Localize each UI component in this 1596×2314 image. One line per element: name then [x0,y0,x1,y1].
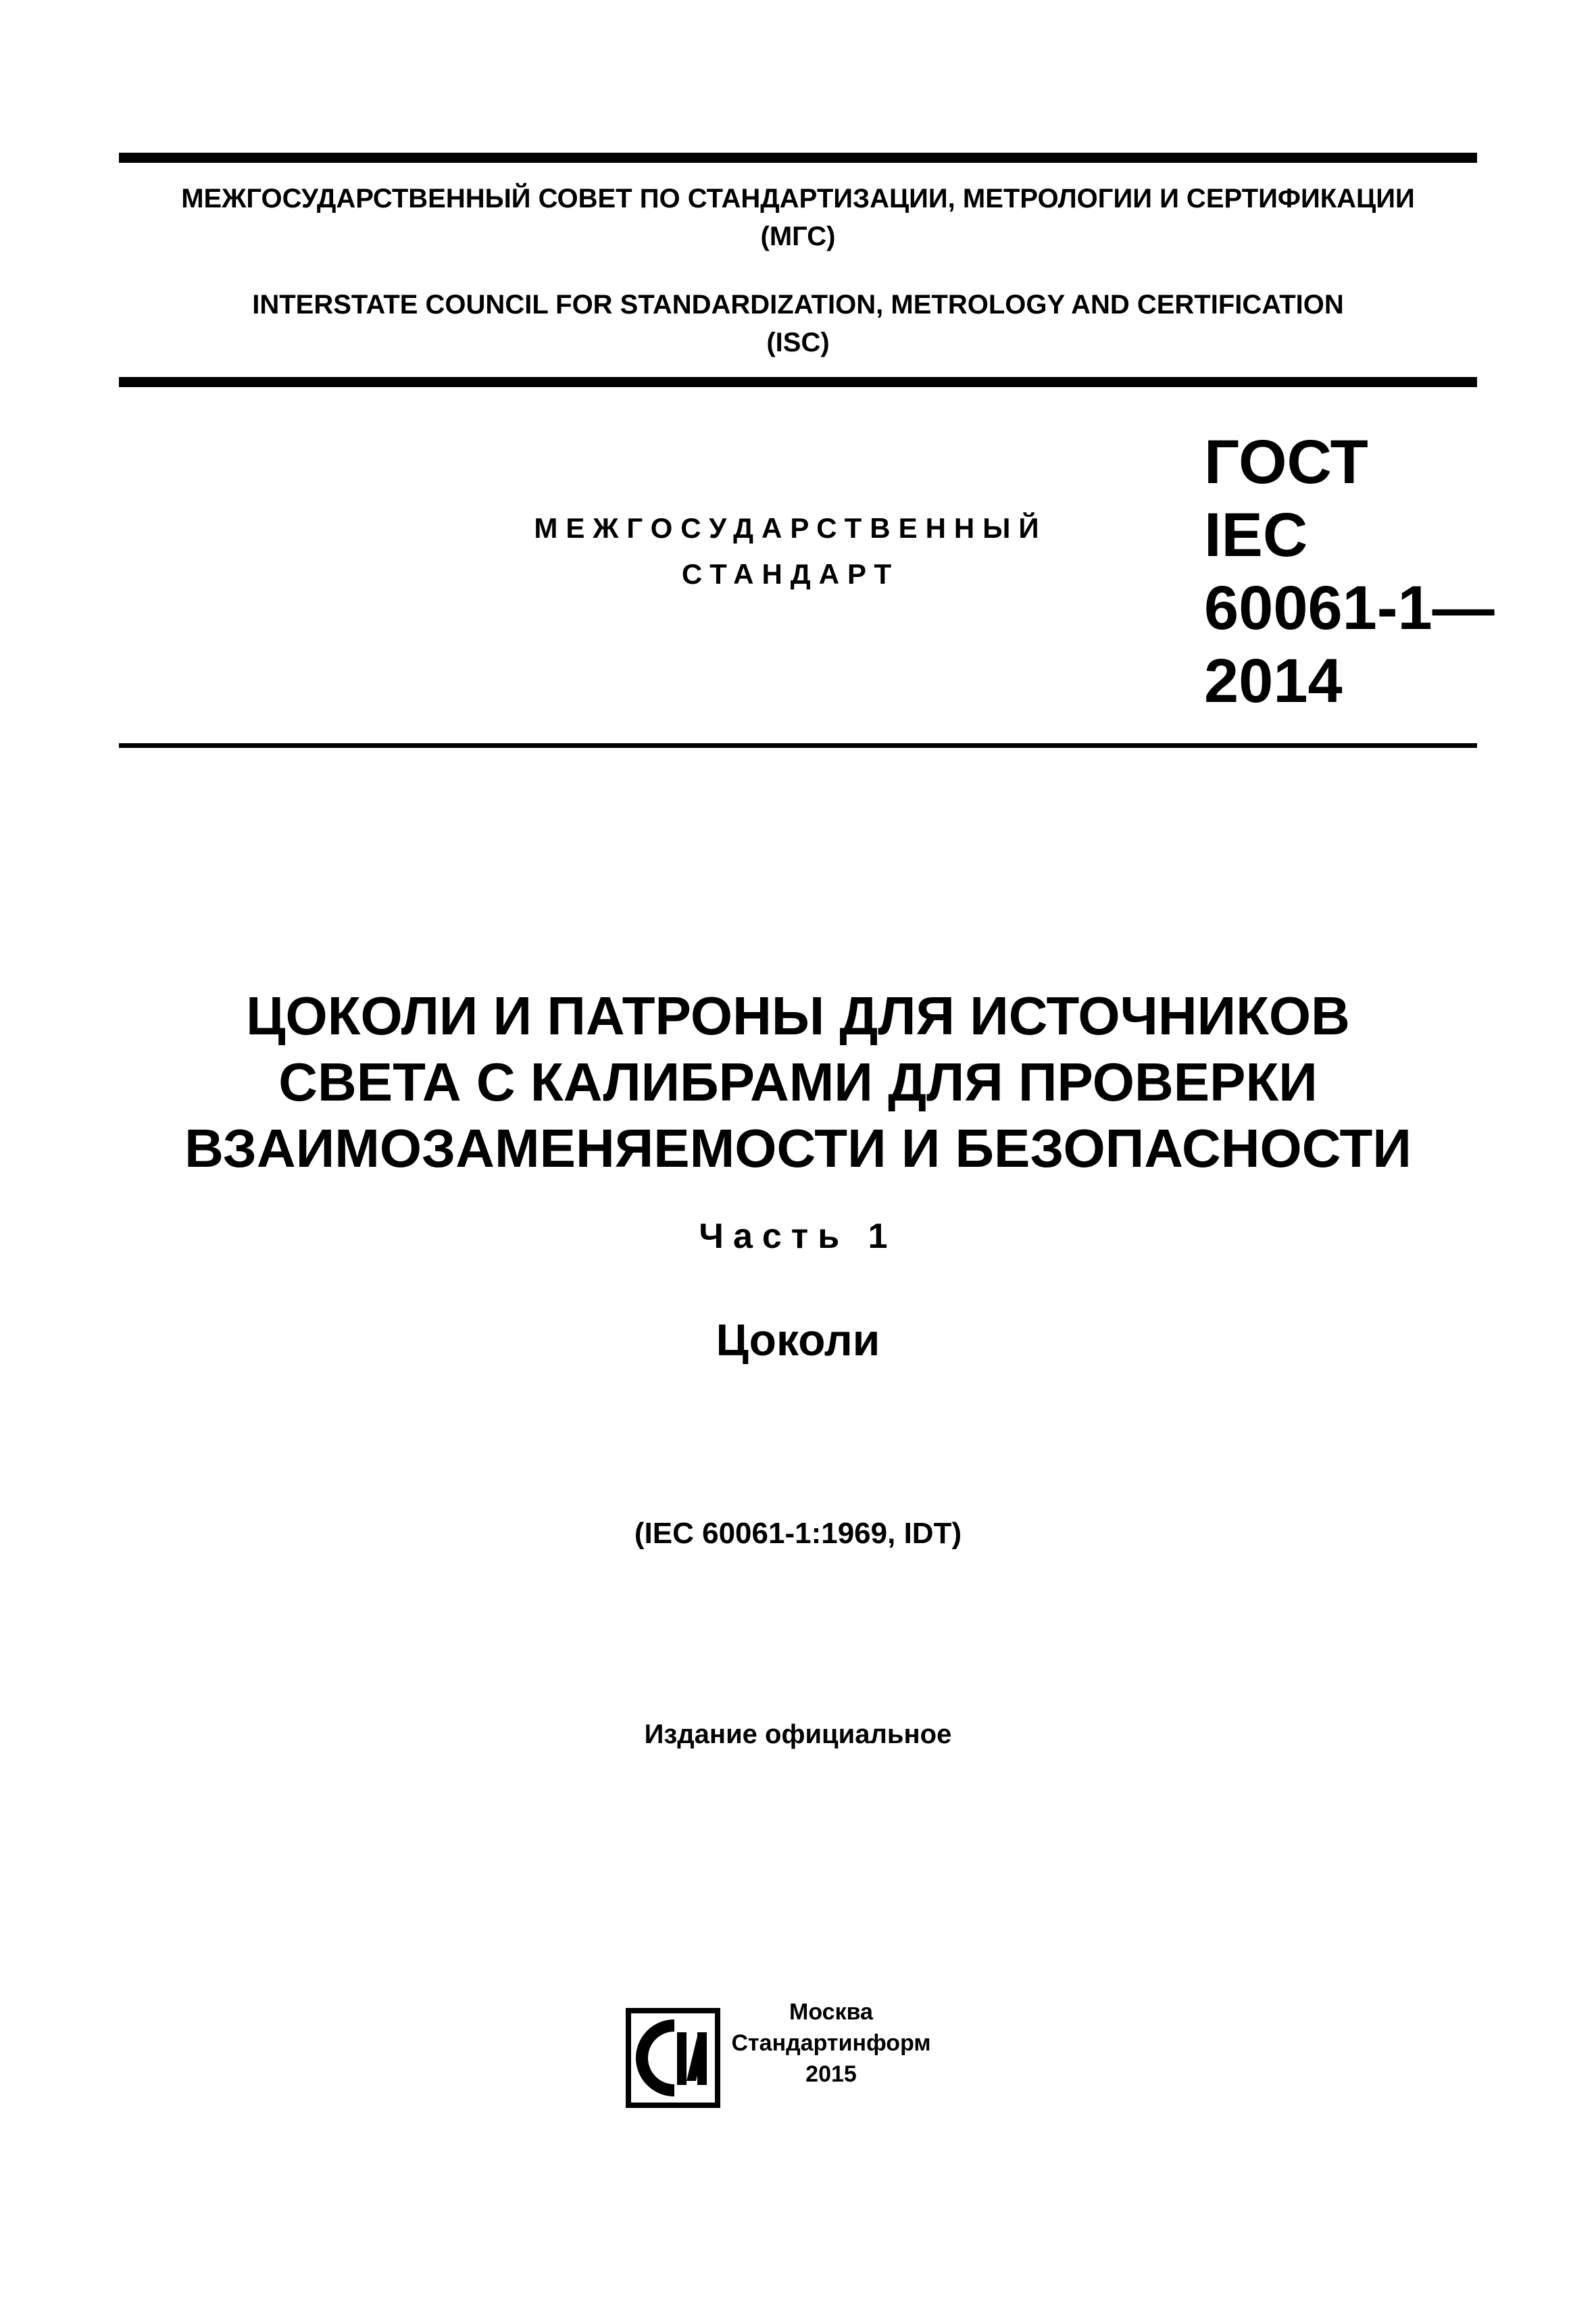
standard-type-line2: СТАНДАРТ [681,558,900,590]
council-name-en-text: INTERSTATE COUNCIL FOR STANDARDIZATION, METROLOGY AND CERTIFICATION [252,290,1344,320]
title-line1: ЦОКОЛИ И ПАТРОНЫ ДЛЯ ИСТОЧНИКОВ [246,986,1350,1046]
council-name-ru-text: МЕЖГОСУДАРСТВЕННЫЙ СОВЕТ ПО СТАНДАРТИЗАЦИИ, МЕТРОЛОГИИ И СЕРТИФИКАЦИИ [181,184,1415,213]
designation-line2: IEC [1204,501,1308,570]
part-label: Часть 1 [699,1217,897,1256]
standartinform-logo-icon [622,2005,727,2113]
publisher-info [730,1996,932,2090]
standard-designation [1204,426,1495,718]
standard-type-label [466,505,1115,597]
document-title [119,983,1477,1182]
council-abbr-ru: (МГС) [760,222,836,251]
title-line3: ВЗАИМОЗАМЕНЯЕМОСТИ И БЕЗОПАСНОСТИ [184,1118,1412,1178]
designation-line3: 60061-1— [1204,574,1495,643]
top-rule [119,153,1477,163]
publisher-name: Стандартинформ [731,2030,931,2056]
designation-year: 2014 [1204,647,1343,715]
header-rule [119,377,1477,387]
designation-line1: ГОСТ [1204,428,1368,497]
title-line2: СВЕТА С КАЛИБРАМИ ДЛЯ ПРОВЕРКИ [278,1052,1318,1112]
council-name-en [119,286,1477,361]
edition-label: Издание официальное [644,1719,952,1749]
publisher-year: 2015 [805,2061,857,2087]
designation-rule [119,743,1477,748]
standard-type-line1: МЕЖГОСУДАРСТВЕННЫЙ [534,512,1047,544]
iec-reference: (IEC 60061-1:1969, IDT) [634,1517,962,1550]
council-name-ru [119,180,1477,255]
council-abbr-en: (ISC) [766,328,830,357]
document-subtitle: Цоколи [716,1315,880,1365]
publisher-city: Москва [789,1999,873,2025]
